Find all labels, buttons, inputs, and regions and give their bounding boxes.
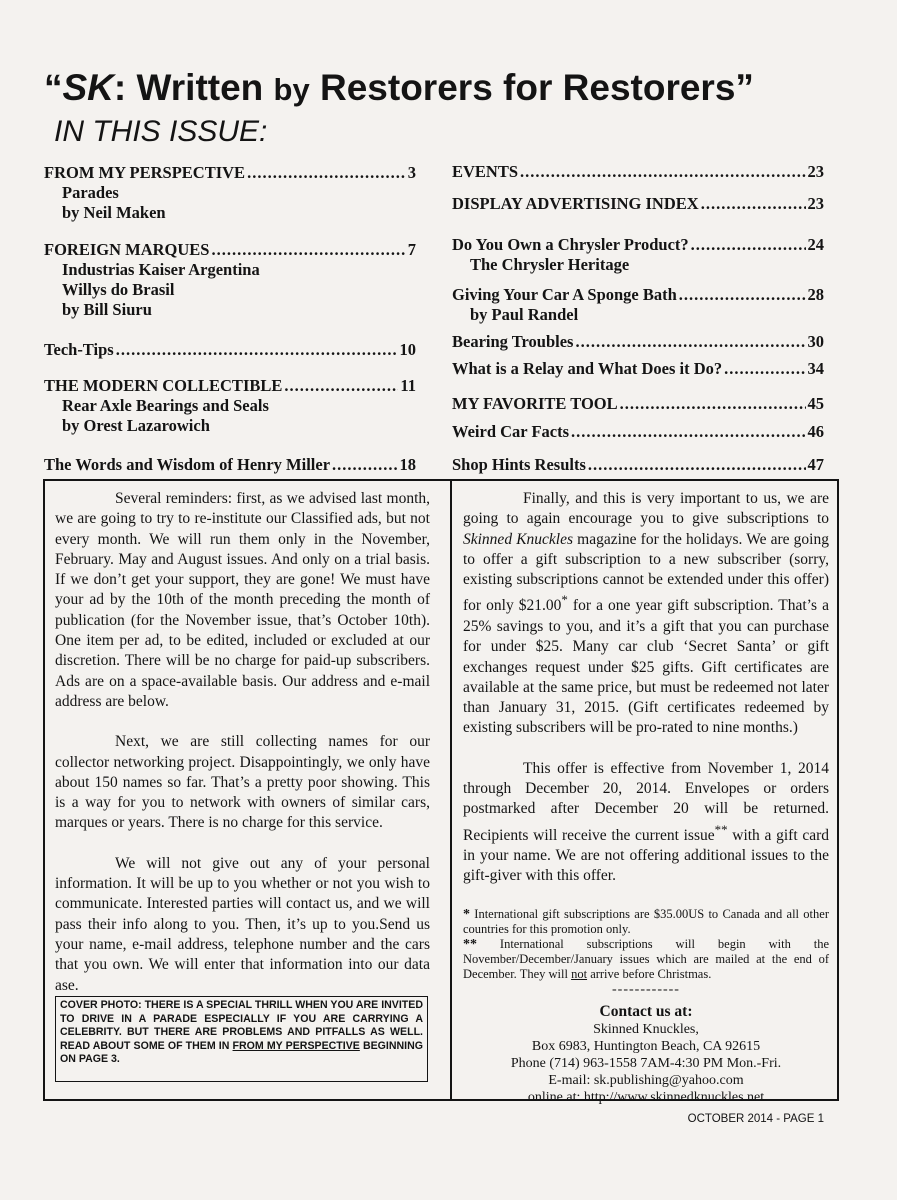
cover-photo-text: COVER PHOTO: THERE IS A SPECIAL THRILL WHEN YOU ARE INVITED TO DRIVE IN A PARADE ESPECIALLY IF YOU ARE CARRYING A CELEBRITY. BUT THERE ARE PROBLEMS AND PITFALLS AS WELL. READ ABOUT SOME OF THEM IN (60, 999, 423, 1052)
toc-title: FROM MY PERSPECTIVE (44, 163, 246, 182)
reminders-paragraph: Several reminders: first, as we advised last month, we are going to try to re-institute our Classified ads, but not every month. We will run them only in the November, February. May and August issues. And only on a trial basis. If we don’t get your support, they are gone! We must have your ad by the 10th of the month preceding the month of publication (for the November issue, that’s October 10th). One item per ad, to be edited, included or excluded at our discretion. There will be no charge for paid-up subscribers. Ads are on a space-available basis. Our address and e-mail address are below. (55, 490, 430, 710)
privacy-paragraph: We will not give out any of your personal information. It will be up to you whether or not you wish to communicate. Interested parties will contact us, and we will pass their info along to you. Then, it’s up to you.Send us your name, e-mail address, telephone number and the cars that you own. We will enter that information into our data ase. (55, 854, 430, 994)
toc-page: 3 (407, 163, 416, 182)
footnote-mark: * (561, 592, 568, 608)
headline-written: : Written (113, 67, 274, 108)
headline-sk: SK (62, 67, 114, 108)
toc-entry[interactable] (452, 285, 824, 325)
announcement-box (43, 479, 839, 1106)
toc-entry[interactable] (44, 376, 416, 436)
toc-entry[interactable] (44, 340, 416, 360)
toc-entry[interactable] (44, 455, 416, 475)
toc-subtitle: Rear Axle Bearings and Seals (62, 396, 269, 415)
toc-page: 23 (807, 162, 824, 181)
cover-photo-caption (55, 996, 428, 1082)
toc-entry[interactable] (452, 162, 824, 182)
headline-by: by (273, 72, 310, 107)
footnote-international-gift: * International gift subscriptions are $35.00US to Canada and all other countries for this promotion only. (463, 906, 829, 937)
left-text-column (55, 489, 430, 1016)
toc-author: by Orest Lazarowich (62, 416, 210, 435)
networking-paragraph: Next, we are still collecting names for our collector networking project. Disappointingly, we only have about 150 names so far. That’s a pretty poor showing. This is a way for you to network with owners of similar cars, marques or years. There is no charge for this service. (55, 733, 430, 832)
toc-title: Weird Car Facts (452, 422, 570, 441)
toc-entry[interactable] (44, 240, 416, 320)
right-text-column (463, 489, 829, 1106)
toc-title: The Words and Wisdom of Henry Miller (44, 455, 331, 474)
column-divider (450, 481, 452, 1099)
toc-entry[interactable] (452, 455, 824, 475)
toc-title: FOREIGN MARQUES (44, 240, 210, 259)
toc-title: Bearing Troubles (452, 332, 574, 351)
toc-page: 11 (400, 376, 416, 395)
contact-phone: Phone (714) 963-1558 7AM-4:30 PM Mon.-Fri. (510, 1056, 782, 1072)
toc-title: What is a Relay and What Does it Do? (452, 359, 723, 378)
toc-subtitle: The Chrysler Heritage (470, 255, 630, 274)
magazine-name: Skinned Knuckles (463, 530, 574, 548)
toc-page: 45 (807, 394, 824, 413)
toc-page: 46 (807, 422, 824, 441)
toc-page: 10 (399, 340, 416, 359)
cover-photo-suffix: BEGINNING ON PAGE 3. (60, 1039, 423, 1065)
toc-subtitle: Parades (62, 183, 119, 202)
toc-page: 7 (407, 240, 416, 259)
toc-subtitle: Willys do Brasil (62, 280, 175, 299)
gift-subscription-paragraph: Finally, and this is very important to us, we are going to again encourage you to give subscriptions to Skinned Knuckles magazine for the holidays. We are going to offer a gift subscription to a new subscriber (sorry, existing subscriptions cannot be extended under this offer) for only $21.00* for a one year gift subscription. That’s a 25% savings to you, and it’s a gift that you can purchase for under $25. Many car club ‘Secret Santa’ or gift exchanges request under $25 gifts. Gift certificates are available at the same price, but must be redeemed not later than January 31, 2015. (Gift certificates redeemed by existing subscribers will be pro-rated to nine months.) (463, 490, 829, 737)
toc-title: Do You Own a Chrysler Product? (452, 235, 689, 254)
toc-title: Giving Your Car A Sponge Bath (452, 285, 677, 304)
toc-author: by Paul Randel (470, 305, 579, 324)
toc-page: 30 (807, 332, 824, 351)
toc-page: 18 (399, 455, 416, 474)
contact-block (463, 1003, 829, 1106)
toc-title: MY FAVORITE TOOL (452, 394, 618, 413)
toc-entry[interactable] (452, 194, 824, 214)
toc-entry[interactable] (44, 163, 416, 223)
in-this-issue-heading: IN THIS ISSUE: (54, 115, 268, 148)
headline (44, 66, 874, 112)
toc-entry[interactable] (452, 394, 824, 414)
toc-page: 47 (807, 455, 824, 474)
toc-entry[interactable] (452, 235, 824, 275)
toc-title: Tech-Tips (44, 340, 114, 359)
headline-restorers: Restorers for Restorers” (309, 67, 754, 108)
toc-page: 34 (807, 359, 824, 378)
toc-title: THE MODERN COLLECTIBLE (44, 376, 283, 395)
toc-entry[interactable] (452, 359, 824, 379)
toc-page: 24 (807, 235, 824, 254)
toc-entry[interactable] (452, 422, 824, 442)
contact-title: Contact us at: (599, 1003, 693, 1021)
toc-title: Shop Hints Results (452, 455, 586, 474)
toc-author: by Neil Maken (62, 203, 166, 222)
toc-subtitle: Industrias Kaiser Argentina (62, 260, 260, 279)
toc-title: DISPLAY ADVERTISING INDEX (452, 194, 699, 213)
contact-company: Skinned Knuckles, (593, 1022, 699, 1038)
headline-open-quote: “ (44, 67, 63, 108)
page-footer: OCTOBER 2014 - PAGE 1 (687, 1113, 824, 1125)
toc-entry[interactable] (452, 332, 824, 352)
separator: ------------ (612, 982, 680, 998)
offer-dates-paragraph: This offer is effective from November 1, 2014 through December 20, 2014. Envelopes or orders postmarked after December 20 will be returned. Recipients will receive the current issue** with a gift card in your name. We are not offering additional issues to the gift-giver with this offer. (463, 759, 829, 885)
toc-page: 28 (807, 285, 824, 304)
toc-page: 23 (807, 194, 824, 213)
toc-title: EVENTS (452, 162, 519, 181)
footnote-mark: ** (714, 821, 728, 837)
contact-website[interactable]: online at: http://www.skinnedknuckles.net (527, 1090, 765, 1106)
contact-email[interactable]: E-mail: sk.publishing@yahoo.com (548, 1073, 744, 1089)
footnote-international-subscriptions: ** International subscriptions will begin with the November/December/January issues which are mailed at the end of December. They will not arrive before Christmas. (463, 936, 829, 981)
contact-address: Box 6983, Huntington Beach, CA 92615 (531, 1039, 761, 1055)
cover-photo-link[interactable]: FROM MY PERSPECTIVE (232, 1039, 360, 1052)
toc-author: by Bill Siuru (62, 300, 152, 319)
